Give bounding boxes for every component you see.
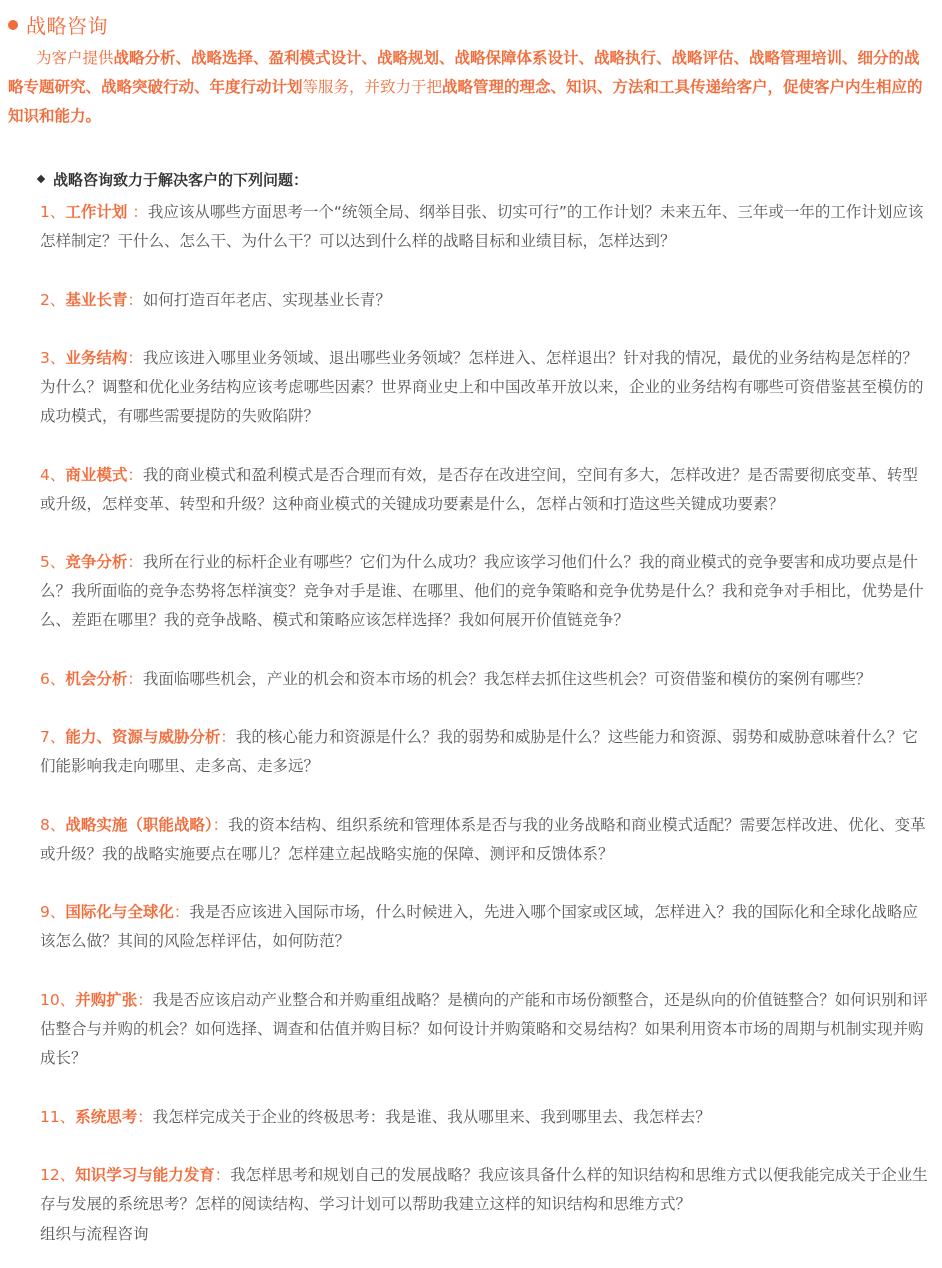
item-text: 我应该进入哪里业务领域、退出哪些业务领域？怎样进入、怎样退出？针对我的情况，最优的业务结构是怎样的？为什么？调整和优化业务结构应该考虑哪些因素？世界商业史上和中国改革开放以来，企业的业务结构有哪些可资借鉴甚至模仿的成功模式，有哪些需要提防的失败陷阱？ — [40, 349, 924, 425]
item-label: 11、系统思考： — [40, 1108, 153, 1126]
subheading — [38, 166, 308, 192]
list-item — [40, 986, 932, 1073]
section-header — [8, 9, 108, 39]
item-text: 我怎样思考和规划自己的发展战略？我应该具备什么样的知识结构和思维方式以便我能完成关于企业生存与发展的系统思考？怎样的阅读结构、学习计划可以帮助我建立这样的知识结构和思维方式？ — [40, 1166, 928, 1213]
item-label: 6、机会分析： — [40, 670, 143, 688]
list-item — [40, 1161, 932, 1219]
item-label: 10、并购扩张： — [40, 991, 153, 1009]
list-item — [40, 811, 932, 869]
diamond-bullet-icon — [37, 175, 45, 183]
item-text: 我怎样完成关于企业的终极思考：我是谁、我从哪里来、我到哪里去、我怎样去？ — [152, 1108, 711, 1126]
list-item — [40, 1103, 932, 1132]
item-label: 4、商业模式： — [40, 466, 143, 484]
item-label: 1、工作计划 ： — [40, 203, 148, 221]
item-label: 8、战略实施（职能战略）： — [40, 816, 229, 834]
item-label: 3、业务结构： — [40, 349, 143, 367]
item-label: 9、国际化与全球化： — [40, 903, 190, 921]
bullet-dot-icon — [8, 20, 18, 30]
item-text: 我的商业模式和盈利模式是否合理而有效，是否存在改进空间，空间有多大，怎样改进？是否需要彻底变革、转型或升级，怎样变革、转型和升级？这种商业模式的关键成功要素是什么，怎样占领和打造这些关键成功要素？ — [40, 466, 918, 513]
subheading-text: 战略咨询致力于解决客户的下列问题： — [53, 170, 309, 189]
list-item — [40, 548, 932, 635]
item-text: 我的核心能力和资源是什么？我的弱势和威胁是什么？这些能力和资源、弱势和威胁意味着什么？它们能影响我走向哪里、走多高、走多远？ — [40, 728, 918, 775]
list-item — [40, 723, 932, 781]
intro-paragraph — [8, 44, 934, 131]
item-label: 7、能力、资源与威胁分析： — [40, 728, 236, 746]
list-item — [40, 344, 932, 431]
item-text: 我是否应该启动产业整合和并购重组战略？是横向的产能和市场份额整合，还是纵向的价值链整合？如何识别和评估整合与并购的机会？如何选择、调查和估值并购目标？如何设计并购策略和交易结构？如果利用资本市场的周期与机制实现并购成长？ — [40, 991, 928, 1067]
footer-text: 组织与流程咨询 — [40, 1225, 149, 1243]
item-label: 12、知识学习与能力发育： — [40, 1166, 231, 1184]
section-title: 战略咨询 — [26, 13, 108, 38]
item-text: 我所在行业的标杆企业有哪些？它们为什么成功？我应该学习他们什么？我的商业模式的竞争要害和成功要点是什么？我所面临的竞争态势将怎样演变？竞争对手是谁、在哪里、他们的竞争策略和竞争优势是什么？我和竞争对手相比，优势是什么、差距在哪里？我的竞争战略、模式和策略应该怎样选择？我如何展开价值链竞争？ — [40, 553, 924, 629]
list-item — [40, 665, 932, 694]
item-text: 如何打造百年老店、实现基业长青？ — [142, 291, 391, 309]
intro-text-2: 等服务，并致力于把 — [302, 78, 443, 96]
intro-text-1: 为客户提供 — [36, 49, 114, 67]
list-item — [40, 198, 932, 256]
item-text: 我应该从哪些方面思考一个“统领全局、纲举目张、切实可行”的工作计划？未来五年、三年或一年的工作计划应该怎样制定？干什么、怎么干、为什么干？可以达到什么样的战略目标和业绩目标，怎样达到？ — [40, 203, 924, 250]
list-item — [40, 461, 932, 519]
list-item — [40, 898, 932, 956]
item-text: 我是否应该进入国际市场，什么时候进入，先进入哪个国家或区域，怎样进入？我的国际化和全球化战略应该怎么做？其间的风险怎样评估，如何防范？ — [40, 903, 918, 950]
intro-highlight-2: 战略管理的理念、知识、方法和工具传递给客户，促使客户内生相应的知识和能力。 — [8, 78, 923, 125]
item-label: 2、基业长青： — [40, 291, 143, 309]
item-label: 5、竞争分析： — [40, 553, 143, 571]
item-text: 我面临哪些机会，产业的机会和资本市场的机会？我怎样去抓住这些机会？可资借鉴和模仿的案例有哪些？ — [142, 670, 872, 688]
list-item — [40, 286, 932, 315]
intro-highlight-1: 战略分析、战略选择、盈利模式设计、战略规划、战略保障体系设计、战略执行、战略评估、战略管理培训、细分的战略专题研究、战略突破行动、年度行动计划 — [8, 49, 920, 96]
item-text: 我的资本结构、组织系统和管理体系是否与我的业务战略和商业模式适配？需要怎样改进、优化、变革或升级？我的战略实施要点在哪儿？怎样建立起战略实施的保障、测评和反馈体系？ — [40, 816, 926, 863]
